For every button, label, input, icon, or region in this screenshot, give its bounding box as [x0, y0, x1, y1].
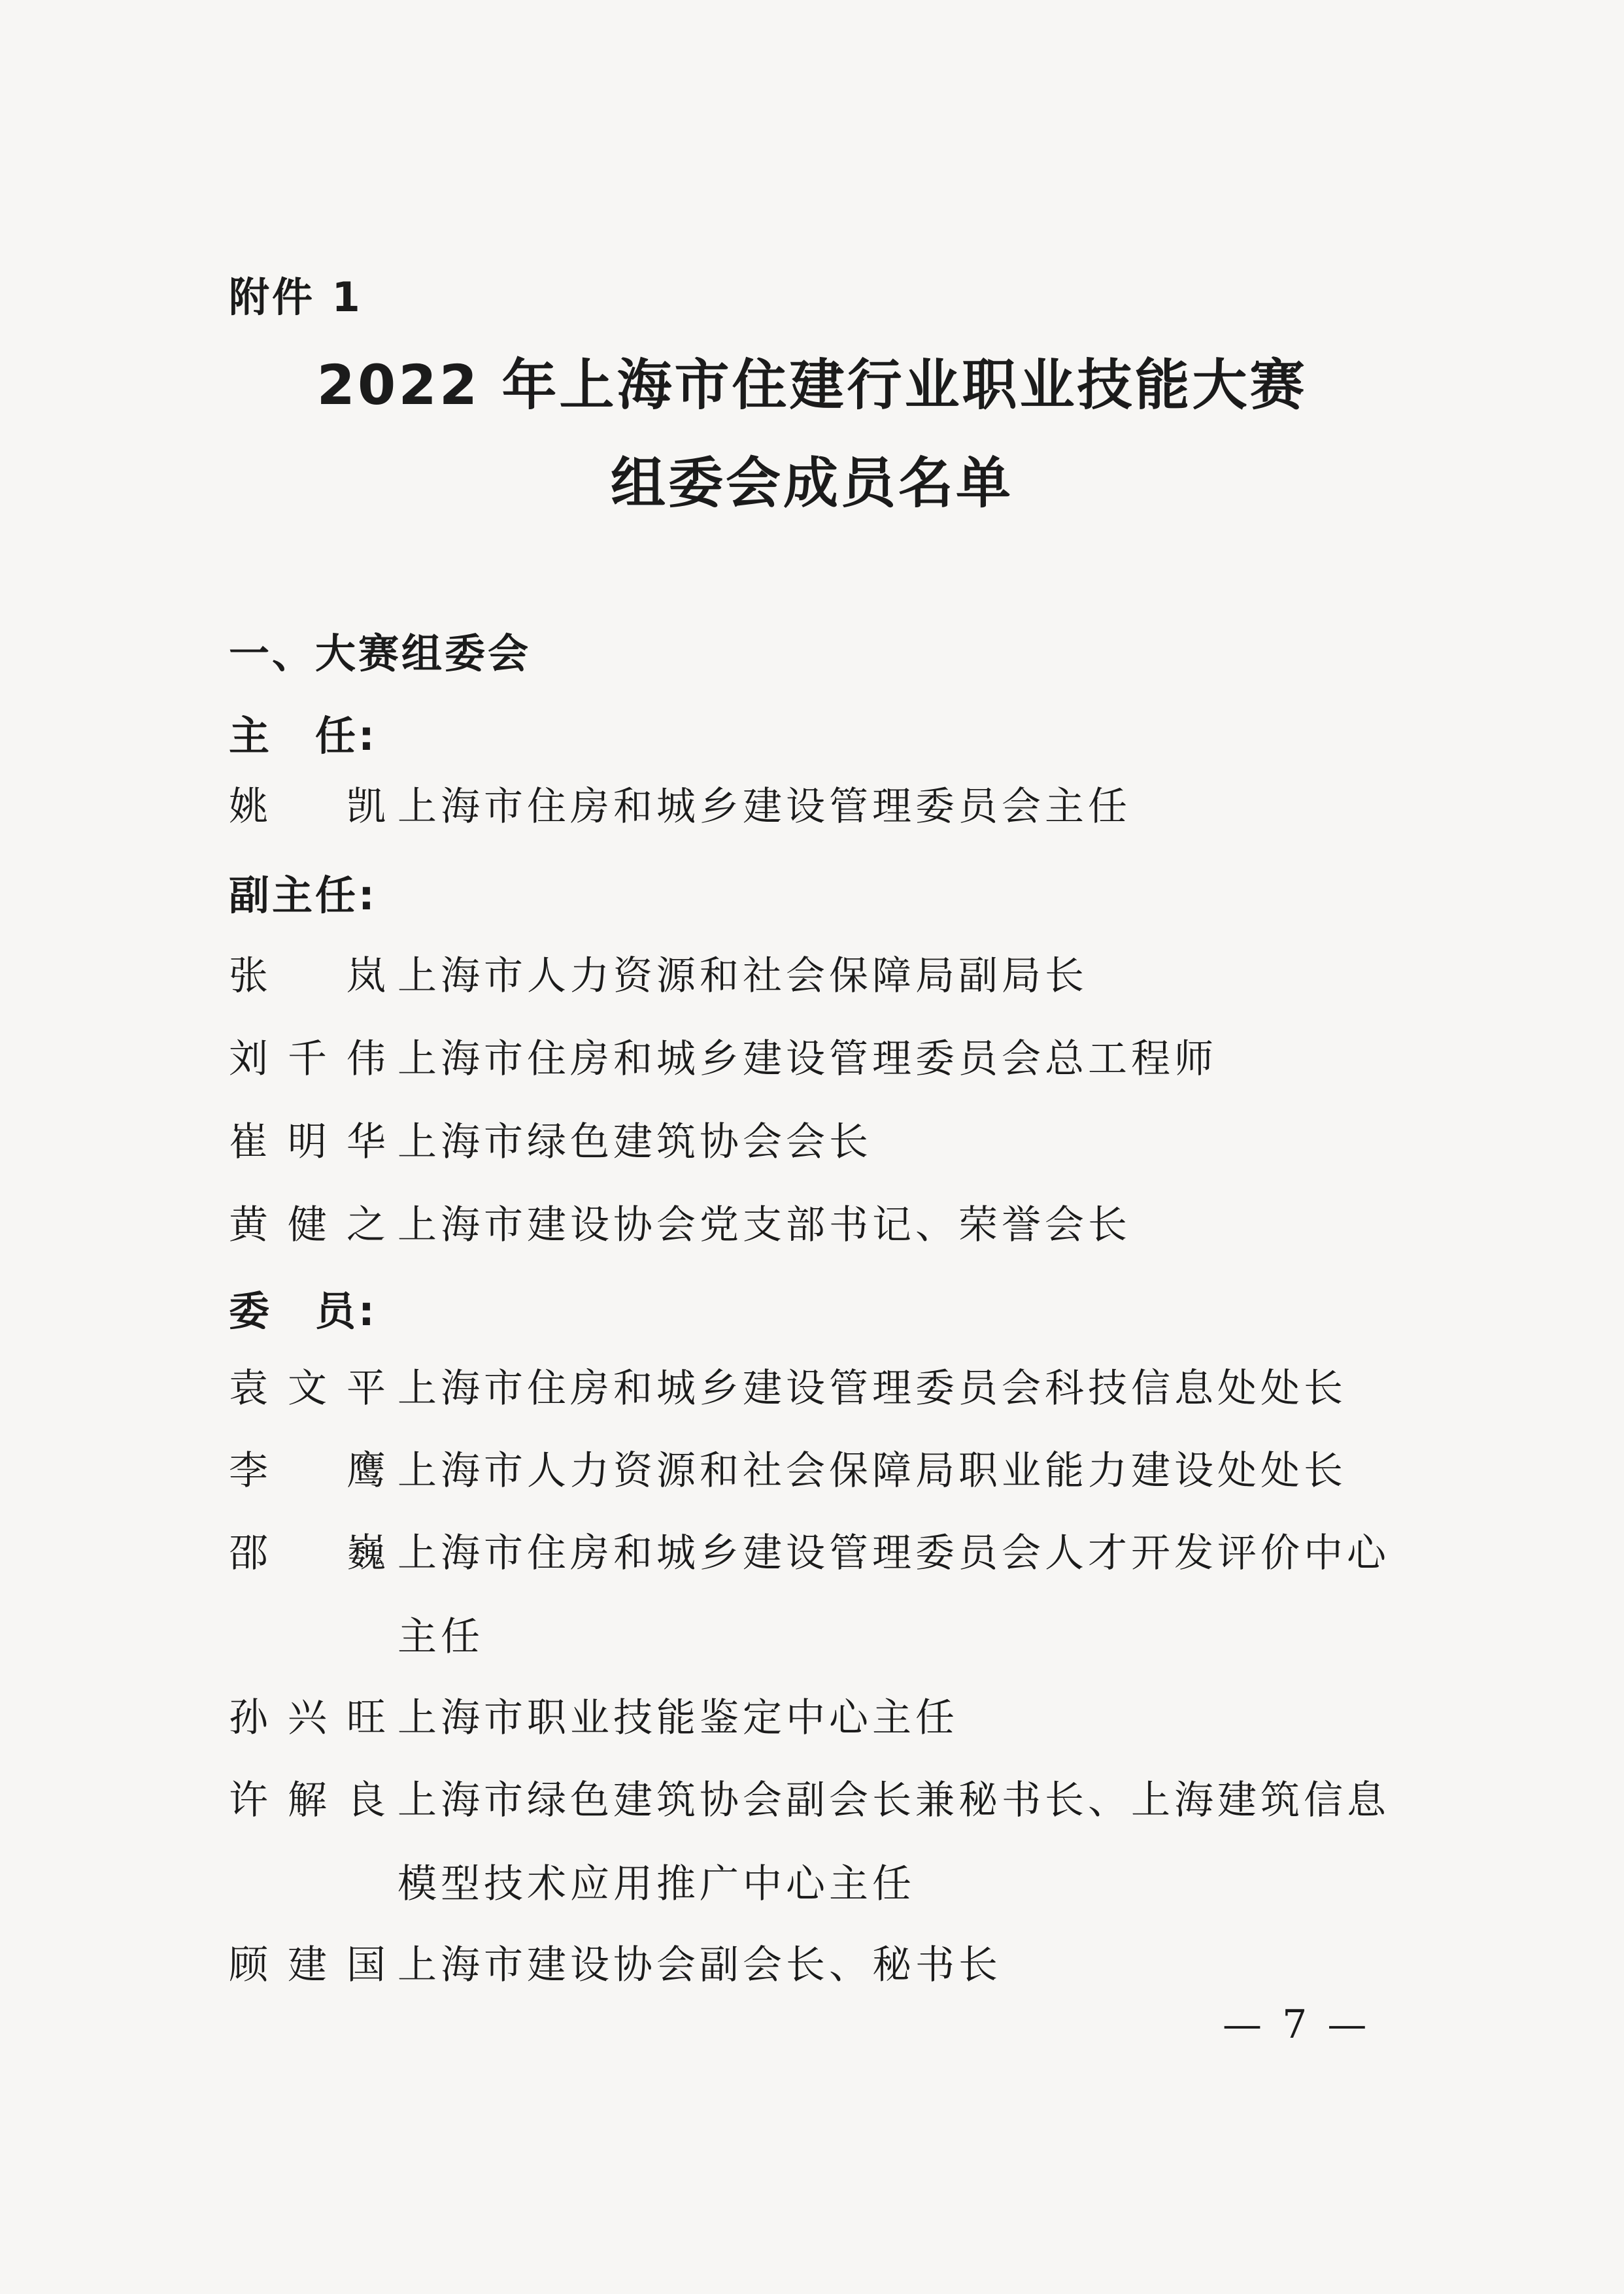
member-name: 黄健之: [229, 1202, 386, 1248]
member-post: 上海市职业技能鉴定中心主任: [398, 1695, 958, 1741]
section-heading: 一、大赛组委会: [229, 630, 532, 677]
member-post: 上海市建设协会副会长、秘书长: [398, 1942, 1002, 1988]
member-post: 上海市建设协会党支部书记、荣誉会长: [398, 1202, 1131, 1248]
member-post: 上海市住房和城乡建设管理委员会总工程师: [398, 1036, 1217, 1082]
member-name: 崔明华: [229, 1119, 386, 1165]
page-number: — 7 —: [1223, 2002, 1371, 2048]
document-title-line-1: 2022 年上海市住建行业职业技能大赛: [316, 353, 1308, 417]
member-post: 上海市人力资源和社会保障局职业能力建设处处长: [398, 1448, 1347, 1494]
member-name: 刘千伟: [229, 1036, 386, 1082]
document-title-line-2: 组委会成员名单: [610, 451, 1013, 515]
member-name: 袁文平: [229, 1366, 386, 1411]
annex-label: 附件 1: [229, 273, 363, 321]
member-name: 姚凯: [229, 784, 386, 830]
member-post: 上海市绿色建筑协会副会长兼秘书长、上海建筑信息模型技术应用推广中心主任: [398, 1778, 1390, 1907]
member-name: 许解良: [229, 1778, 386, 1823]
member-name: 邵巍: [229, 1530, 386, 1576]
member-post: 上海市住房和城乡建设管理委员会人才开发评价中心主任: [398, 1530, 1390, 1660]
role-heading-deputy-director: 副主任:: [229, 871, 377, 919]
member-post: 上海市人力资源和社会保障局副局长: [398, 953, 1088, 999]
member-post: 上海市住房和城乡建设管理委员会主任: [398, 784, 1131, 830]
member-name: 李鹰: [229, 1448, 386, 1494]
role-heading-director: 主 任:: [229, 712, 377, 760]
member-post: 上海市绿色建筑协会会长: [398, 1119, 872, 1165]
member-name: 孙兴旺: [229, 1695, 386, 1741]
role-heading-member: 委 员:: [229, 1287, 377, 1335]
member-post: 上海市住房和城乡建设管理委员会科技信息处处长: [398, 1366, 1347, 1411]
member-name: 张岚: [229, 953, 386, 999]
member-name: 顾建国: [229, 1942, 386, 1988]
